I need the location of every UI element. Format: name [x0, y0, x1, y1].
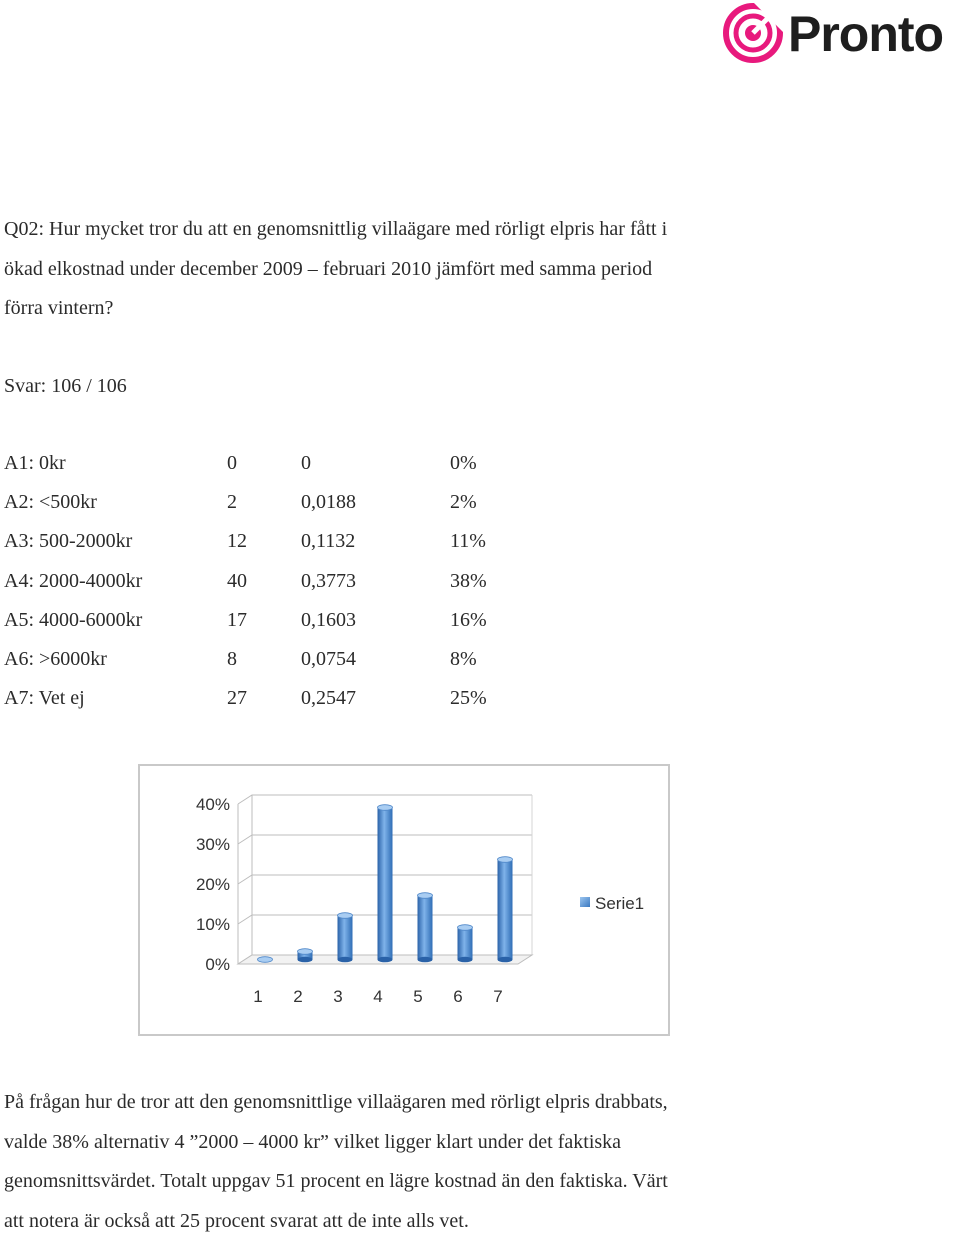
answer-label: A3: 500-2000kr [4, 522, 132, 561]
answer-count: 17 [227, 601, 247, 640]
answer-count: 40 [227, 562, 247, 601]
answer-label: A7: Vet ej [4, 679, 85, 718]
legend-label: Serie1 [595, 894, 644, 913]
bar [378, 808, 393, 960]
bar-top [378, 805, 393, 811]
answer-fraction: 0 [301, 444, 311, 483]
answer-count: 12 [227, 522, 247, 561]
bar-base [458, 957, 473, 963]
answer-fraction: 0,2547 [301, 679, 356, 718]
answer-label: A6: >6000kr [4, 640, 107, 679]
question-text [4, 210, 824, 329]
answer-fraction: 0,1132 [301, 522, 355, 561]
x-tick-label: 6 [453, 987, 462, 1006]
answer-percent: 11% [450, 522, 486, 561]
answer-percent: 25% [450, 679, 487, 718]
answer-percent: 8% [450, 640, 477, 679]
gridline [238, 795, 532, 804]
bar-top [258, 957, 273, 963]
y-tick-label: 40% [196, 795, 230, 814]
summary-line: genomsnittsvärdet. Totalt uppgav 51 procent en lägre kostnad än den faktiska. Värt [4, 1162, 954, 1202]
summary-line: valde 38% alternativ 4 ”2000 – 4000 kr” vilket ligger klart under det faktiska [4, 1123, 954, 1163]
bar-top [458, 925, 473, 931]
bar [498, 860, 513, 960]
bar-base [298, 957, 313, 963]
bar [338, 916, 353, 960]
bar [458, 928, 473, 960]
answer-label: A4: 2000-4000kr [4, 562, 142, 601]
answer-fraction: 0,0188 [301, 483, 356, 522]
x-tick-label: 4 [373, 987, 382, 1006]
bar-base [338, 957, 353, 963]
chart-labels [196, 795, 503, 1006]
bar-top [498, 857, 513, 863]
answer-fraction: 0,3773 [301, 562, 356, 601]
answer-label: A5: 4000-6000kr [4, 601, 142, 640]
x-tick-label: 1 [253, 987, 262, 1006]
bar [418, 896, 433, 960]
bar-base [378, 957, 393, 963]
bar-chart [138, 764, 670, 1036]
answer-count: 8 [227, 640, 237, 679]
x-tick-label: 3 [333, 987, 342, 1006]
answer-label: A1: 0kr [4, 444, 66, 483]
y-tick-label: 30% [196, 835, 230, 854]
answer-fraction: 0,1603 [301, 601, 356, 640]
summary-line: att notera är också att 25 procent svarat att de inte alls vet. [4, 1202, 954, 1241]
answer-percent: 38% [450, 562, 487, 601]
summary-text [4, 1083, 954, 1241]
y-tick-label: 10% [196, 915, 230, 934]
answer-label: A2: <500kr [4, 483, 97, 522]
bar-top [418, 893, 433, 899]
answer-percent: 2% [450, 483, 477, 522]
chart-bars [258, 805, 513, 963]
bar-base [418, 957, 433, 963]
bar-chart-svg [140, 766, 668, 1034]
y-tick-label: 20% [196, 875, 230, 894]
question-line: ökad elkostnad under december 2009 – februari 2010 jämfört med samma period [4, 250, 824, 290]
pronto-logo [722, 2, 958, 66]
bar-base [498, 957, 513, 963]
x-tick-label: 7 [493, 987, 502, 1006]
answer-count: 2 [227, 483, 237, 522]
chart-legend [580, 894, 644, 913]
summary-line: På frågan hur de tror att den genomsnittlige villaägaren med rörligt elpris drabbats, [4, 1083, 954, 1123]
question-line: Q02: Hur mycket tror du att en genomsnittlig villaägare med rörligt elpris har fått i [4, 210, 824, 250]
answer-fraction: 0,0754 [301, 640, 356, 679]
x-tick-label: 2 [293, 987, 302, 1006]
answer-percent: 0% [450, 444, 477, 483]
bar-top [338, 913, 353, 919]
question-line: förra vintern? [4, 289, 824, 329]
answers-count: Svar: 106 / 106 [4, 368, 127, 404]
answer-count: 0 [227, 444, 237, 483]
answer-count: 27 [227, 679, 247, 718]
legend-swatch [580, 897, 590, 907]
x-tick-label: 5 [413, 987, 422, 1006]
bar-top [298, 949, 313, 955]
answer-percent: 16% [450, 601, 487, 640]
pronto-logo-mark [722, 2, 784, 64]
y-tick-label: 0% [205, 955, 230, 974]
pronto-wordmark: Pronto [788, 4, 943, 64]
